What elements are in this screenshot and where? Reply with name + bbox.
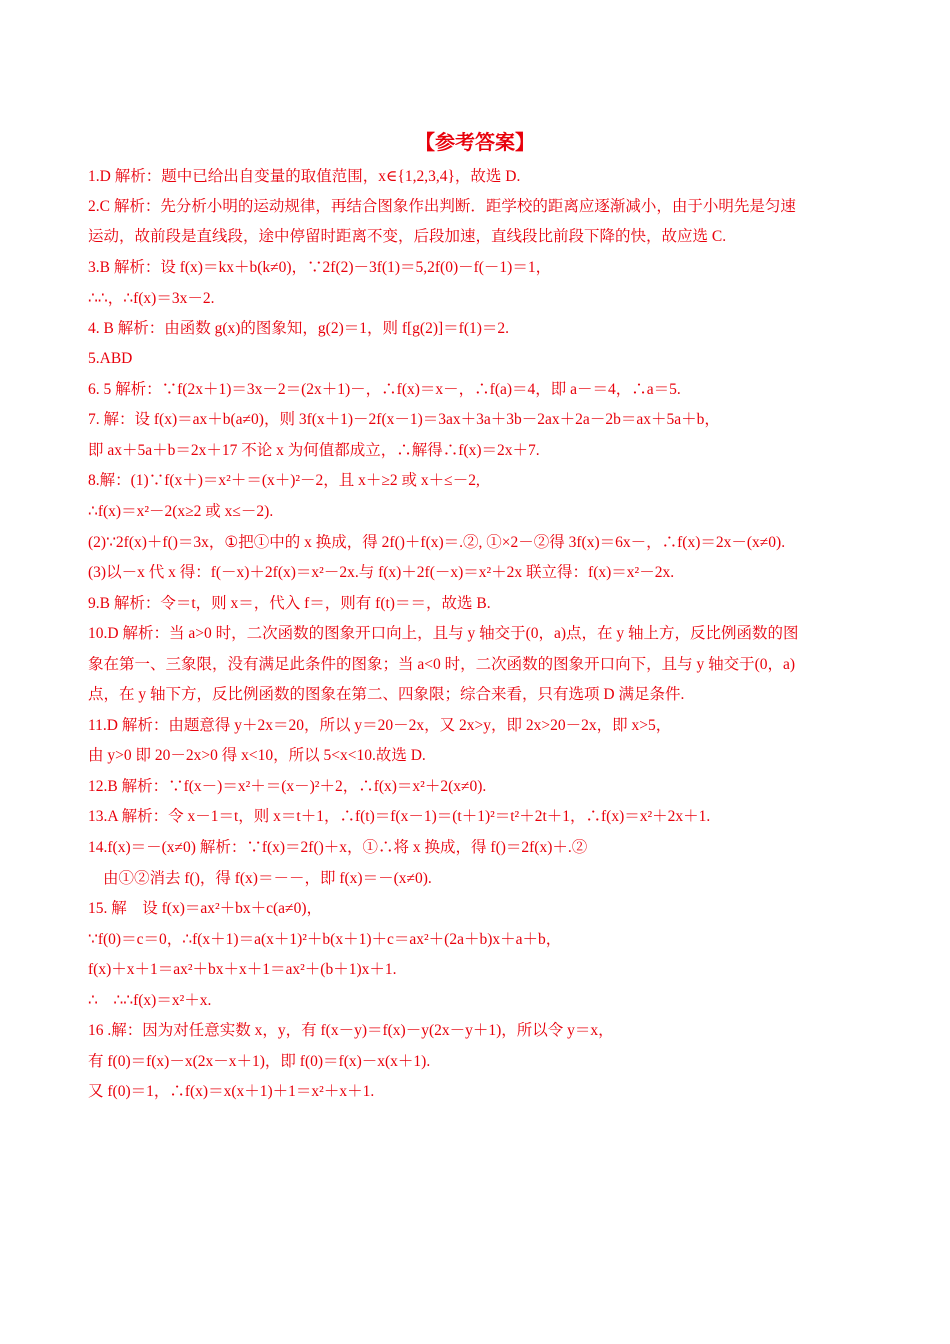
answer-line-16a: 16 .解：因为对任意实数 x，y，有 f(x－y)＝f(x)－y(2x－y＋1)，所以令 y＝x，: [88, 1022, 614, 1039]
answer-line-8c: (2)∵2f(x)＋f()＝3x，①把①中的 x 换成，得 2f()＋f(x)＝.②, ①×2－②得 3f(x)＝6x－，∴f(x)＝2x－(x≠0).: [88, 534, 786, 551]
answer-line-3b: ∴∴，∴f(x)＝3x－2.: [88, 290, 215, 307]
answer-title: 【参考答案】: [415, 130, 535, 154]
answer-line-8d: (3)以－x 代 x 得：f(－x)＋2f(x)＝x²－2x.与 f(x)＋2f(－x)＝x²＋2x 联立得：f(x)＝x²－2x.: [88, 564, 675, 581]
answer-line-15b: ∵f(0)＝c＝0，∴f(x＋1)＝a(x＋1)²＋b(x＋1)＋c＝ax²＋(2a＋b)x＋a＋b，: [88, 931, 562, 948]
answer-line-2a: 2.C 解析：先分析小明的运动规律，再结合图象作出判断．距学校的距离应逐渐减小，由于小明先是匀速: [88, 198, 796, 215]
answer-line-7a: 7. 解：设 f(x)＝ax＋b(a≠0)，则 3f(x＋1)－2f(x－1)＝3ax＋3a＋3b－2ax＋2a－2b＝ax＋5a＋b，: [88, 411, 720, 428]
answer-line-11b: 由 y>0 即 20－2x>0 得 x<10，所以 5<x<10.故选 D.: [88, 747, 426, 764]
answer-line-7b: 即 ax＋5a＋b＝2x＋17 不论 x 为何值都成立，∴解得∴f(x)＝2x＋7.: [88, 442, 540, 459]
answer-line-8b: ∴f(x)＝x²－2(x≥2 或 x≤－2).: [88, 503, 274, 520]
answer-line-15a: 15. 解 设 f(x)＝ax²＋bx＋c(a≠0)，: [88, 900, 322, 917]
answer-line-10c: 点，在 y 轴下方，反比例函数的图象在第二、四象限；综合来看，只有选项 D 满足条件.: [88, 686, 685, 703]
answer-line-10b: 象在第一、三象限，没有满足此条件的图象；当 a<0 时，二次函数的图象开口向下，且与 y 轴交于(0，a): [88, 656, 796, 673]
answer-line-16c: 又 f(0)＝1，∴f(x)＝x(x＋1)＋1＝x²＋x＋1.: [88, 1083, 375, 1100]
answer-line-15c: f(x)＋x＋1＝ax²＋bx＋x＋1＝ax²＋(b＋1)x＋1.: [88, 961, 397, 978]
answer-line-11a: 11.D 解析：由题意得 y＋2x＝20，所以 y＝20－2x，又 2x>y，即 2x>20－2x，即 x>5，: [88, 717, 672, 734]
answer-line-1: 1.D 解析：题中已给出自变量的取值范围，x∈{1,2,3,4}，故选 D.: [88, 168, 521, 185]
answer-line-14b: 由①②消去 f()，得 f(x)＝－－，即 f(x)＝－(x≠0).: [103, 870, 432, 887]
answer-line-13: 13.A 解析：令 x－1＝t，则 x＝t＋1，∴f(t)＝f(x－1)＝(t＋1)²＝t²＋2t＋1，∴f(x)＝x²＋2x＋1.: [88, 808, 711, 825]
answer-line-8a: 8.解：(1)∵f(x＋)＝x²＋＝(x＋)²－2，且 x＋≥2 或 x＋≤－2,: [88, 472, 480, 489]
answer-line-3a: 3.B 解析：设 f(x)＝kx＋b(k≠0)，∵2f(2)－3f(1)＝5,2f(0)－f(－1)＝1，: [88, 259, 552, 276]
answer-line-12: 12.B 解析：∵f(x－)＝x²＋＝(x－)²＋2，∴f(x)＝x²＋2(x≠0).: [88, 778, 487, 795]
answer-line-16b: 有 f(0)＝f(x)－x(2x－x＋1)，即 f(0)＝f(x)－x(x＋1).: [88, 1053, 431, 1070]
answer-line-14a: 14.f(x)＝－(x≠0) 解析：∵f(x)＝2f()＋x，①∴将 x 换成，得 f()＝2f(x)＋.②: [88, 839, 588, 856]
answer-line-15d: ∴ ∴∴f(x)＝x²＋x.: [88, 992, 212, 1009]
answer-line-2b: 运动，故前段是直线段，途中停留时距离不变，后段加速，直线段比前段下降的快，故应选 C.: [88, 228, 727, 245]
answer-line-6: 6. 5 解析：∵f(2x＋1)＝3x－2＝(2x＋1)－，∴f(x)＝x－，∴f(a)＝4，即 a－＝4，∴a＝5.: [88, 381, 681, 398]
answer-line-9: 9.B 解析：令＝t，则 x＝，代入 f＝，则有 f(t)＝＝，故选 B.: [88, 595, 491, 612]
answer-line-4: 4. B 解析：由函数 g(x)的图象知，g(2)＝1，则 f[g(2)]＝f(1)＝2.: [88, 320, 510, 337]
answer-line-10a: 10.D 解析：当 a>0 时，二次函数的图象开口向上，且与 y 轴交于(0，a)点，在 y 轴上方，反比例函数的图: [88, 625, 799, 642]
answer-line-5: 5.ABD: [88, 350, 133, 367]
